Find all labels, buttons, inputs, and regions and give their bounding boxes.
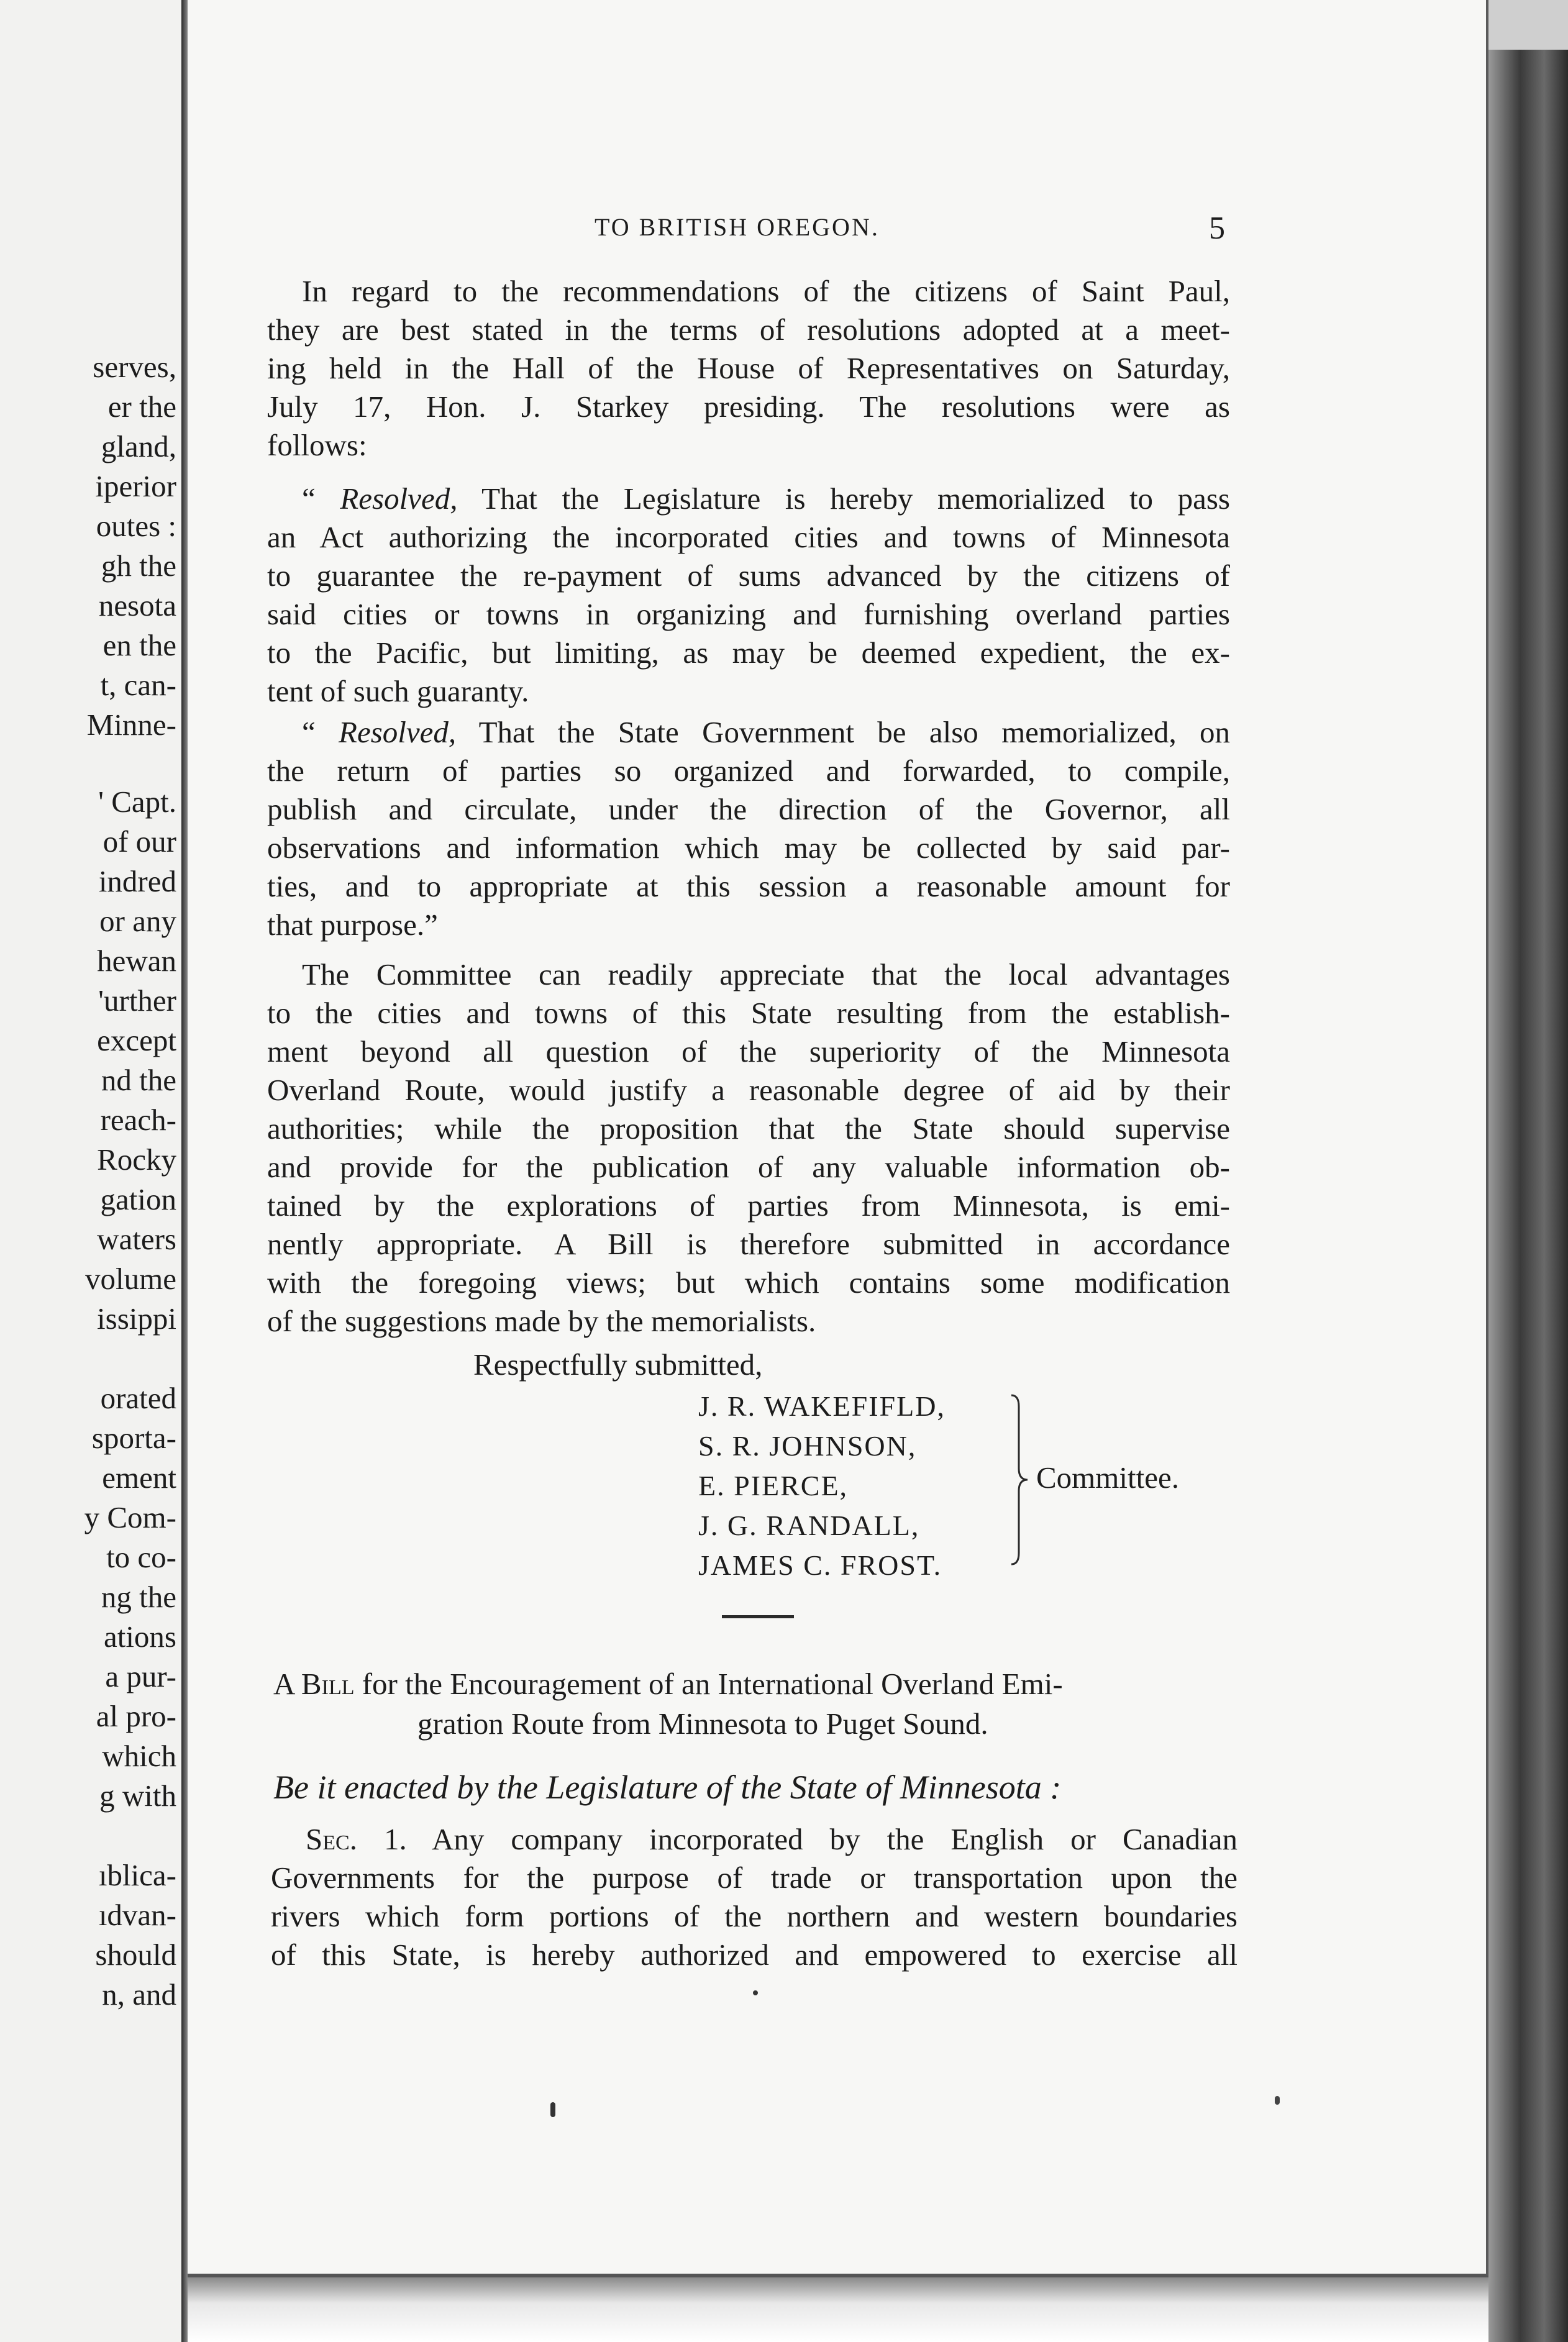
book-bottom-edge bbox=[188, 2277, 1488, 2342]
facing-page-line: ng the bbox=[101, 1580, 176, 1614]
facing-page-line: volume bbox=[85, 1262, 176, 1296]
facing-page-line: issippi bbox=[97, 1301, 176, 1336]
text-line: ment beyond all question of the superiority of the Minnesota bbox=[267, 1034, 1230, 1068]
signatory-name: J. R. WAKEFIFLD, bbox=[698, 1390, 946, 1422]
facing-page-line: waters bbox=[97, 1222, 176, 1256]
facing-page-line: al pro- bbox=[96, 1699, 176, 1733]
facing-page-line: or any bbox=[99, 904, 176, 938]
facing-page-line: sporta- bbox=[91, 1421, 176, 1455]
facing-page-line: hewan bbox=[97, 944, 176, 978]
text-line: Sec. 1. Any company incorporated by the English or Canadian bbox=[306, 1822, 1238, 1856]
text-line: Governments for the purpose of trade or transportation upon the bbox=[271, 1861, 1238, 1895]
signatory-name: JAMES C. FROST. bbox=[698, 1549, 942, 1581]
text-line: ties, and to appropriate at this session a reasonable amount for bbox=[267, 869, 1230, 903]
bill-word: A Bill bbox=[273, 1667, 355, 1701]
facing-page-line: 'urther bbox=[98, 983, 176, 1018]
text-line: follows: bbox=[267, 428, 367, 462]
facing-page-line: iperior bbox=[95, 469, 176, 503]
facing-page-line: nesota bbox=[98, 588, 176, 622]
facing-page-line: en the bbox=[103, 628, 176, 662]
text-line: tained by the explorations of parties from Minnesota, is emi- bbox=[267, 1188, 1230, 1223]
text-line: that purpose.” bbox=[267, 908, 438, 942]
page-number: 5 bbox=[1209, 211, 1225, 246]
paragraph-intro bbox=[267, 272, 1230, 465]
signatory-list bbox=[698, 1387, 946, 1585]
text-line: Overland Route, would justify a reasonable degree of aid by their bbox=[267, 1073, 1230, 1107]
text-line: nently appropriate. A Bill is therefore submitted in accordance bbox=[267, 1227, 1230, 1261]
facing-page-line: which bbox=[102, 1739, 176, 1773]
facing-page-line: Minne- bbox=[86, 708, 176, 742]
running-head: TO BRITISH OREGON. bbox=[595, 213, 880, 241]
book-fore-edge bbox=[1488, 50, 1568, 2342]
text-line: to guarantee the re-payment of sums advanced by the citizens of bbox=[267, 558, 1230, 593]
signatory-name: S. R. JOHNSON, bbox=[698, 1430, 917, 1462]
facing-page-line: outes : bbox=[96, 509, 176, 543]
facing-page-line: er the bbox=[107, 390, 176, 424]
text-line: ing held in the Hall of the House of Representatives on Saturday, bbox=[267, 351, 1230, 385]
signatory-name: E. PIERCE, bbox=[698, 1470, 849, 1501]
section-one bbox=[271, 1820, 1238, 1974]
section-divider bbox=[722, 1615, 794, 1618]
section-label: Sec. 1. bbox=[306, 1822, 407, 1856]
enacting-clause: Be it enacted by the Legislature of the State of Minnesota : bbox=[273, 1769, 1062, 1806]
facing-page-line: gh the bbox=[101, 549, 176, 583]
bill-title: A Bill for the Encouragement of an International Overland Emi- bbox=[273, 1667, 1063, 1701]
paragraph-committee bbox=[267, 955, 1230, 1341]
ink-speck bbox=[1275, 2096, 1280, 2105]
text-line: they are best stated in the terms of resolutions adopted at a meet- bbox=[267, 312, 1230, 347]
facing-page-line: a pur- bbox=[105, 1659, 176, 1693]
signatory-brace bbox=[1009, 1394, 1034, 1565]
facing-page-line: indred bbox=[98, 864, 176, 898]
facing-page-line: ations bbox=[103, 1620, 176, 1654]
committee-label: Committee. bbox=[1036, 1460, 1179, 1495]
facing-page-fragment bbox=[0, 0, 183, 2342]
facing-page-line: serves, bbox=[93, 350, 176, 384]
text-line: The Committee can readily appreciate that the local advantages bbox=[302, 957, 1230, 991]
resolved-word: Resolved, bbox=[340, 481, 458, 516]
facing-page-line: nd the bbox=[101, 1063, 176, 1097]
facing-page-line: reach- bbox=[100, 1103, 176, 1137]
facing-page-line: should bbox=[95, 1938, 176, 1972]
text-line: an Act authorizing the incorporated cities and towns of Minnesota bbox=[267, 520, 1230, 554]
text-line: rivers which form portions of the northern and western boundaries bbox=[271, 1899, 1238, 1933]
text-line: July 17, Hon. J. Starkey presiding. The resolutions were as bbox=[267, 390, 1230, 424]
text-line: publish and circulate, under the direction of the Governor, all bbox=[267, 792, 1230, 826]
facing-page-line: orated bbox=[100, 1381, 176, 1415]
facing-page-line: to co- bbox=[106, 1540, 176, 1574]
book-gutter bbox=[181, 0, 188, 2342]
signatory-name: J. G. RANDALL, bbox=[698, 1510, 920, 1541]
facing-page-line: gland, bbox=[101, 429, 176, 463]
facing-page-line: gation bbox=[100, 1182, 176, 1216]
facing-page-line: g with bbox=[99, 1779, 176, 1813]
resolution-second bbox=[267, 713, 1230, 944]
text-line: In regard to the recommendations of the citizens of Saint Paul, bbox=[302, 274, 1230, 308]
facing-page-line: ' Capt. bbox=[98, 785, 176, 819]
text-line: of this State, is hereby authorized and empowered to exercise all bbox=[271, 1938, 1238, 1972]
ink-speck bbox=[550, 2102, 555, 2117]
facing-page-line: n, and bbox=[102, 1977, 176, 2012]
text-line: tent of such guaranty. bbox=[267, 674, 529, 708]
text-line: observations and information which may be collected by said par- bbox=[267, 831, 1230, 865]
text-line: with the foregoing views; but which contains some modification bbox=[267, 1265, 1230, 1300]
facing-page-line: y Com- bbox=[84, 1500, 176, 1534]
text-line: authorities; while the proposition that the State should supervise bbox=[267, 1111, 1230, 1146]
facing-page-line: ement bbox=[102, 1460, 176, 1495]
resolved-word: Resolved, bbox=[339, 715, 457, 749]
text-line: the return of parties so organized and forwarded, to compile, bbox=[267, 754, 1230, 788]
text-line: “ Resolved, That the State Government be also memorialized, on bbox=[302, 715, 1230, 749]
resolution-first bbox=[267, 480, 1230, 711]
facing-page-line: except bbox=[97, 1023, 176, 1057]
text-line: to the cities and towns of this State resulting from the establish- bbox=[267, 996, 1230, 1030]
text-line: to the Pacific, but limiting, as may be deemed expedient, the ex- bbox=[267, 636, 1230, 670]
text-line: and provide for the publication of any valuable information ob- bbox=[267, 1150, 1230, 1184]
closing-line: Respectfully submitted, bbox=[473, 1347, 763, 1382]
facing-page-line: Rocky bbox=[97, 1142, 176, 1177]
ink-speck bbox=[753, 1990, 758, 1995]
facing-page-line: t, can- bbox=[100, 668, 176, 702]
facing-page-line: of our bbox=[103, 824, 176, 859]
facing-page-line: ıdvan- bbox=[98, 1898, 176, 1932]
text-line: said cities or towns in organizing and furnishing overland parties bbox=[267, 597, 1230, 631]
text-line: of the suggestions made by the memorialists. bbox=[267, 1304, 816, 1338]
facing-page-line: ıblica- bbox=[98, 1858, 176, 1892]
text-line: “ Resolved, That the Legislature is hereby memorialized to pass bbox=[302, 481, 1231, 516]
bill-title-continued: gration Route from Minnesota to Puget Sound. bbox=[417, 1706, 988, 1741]
